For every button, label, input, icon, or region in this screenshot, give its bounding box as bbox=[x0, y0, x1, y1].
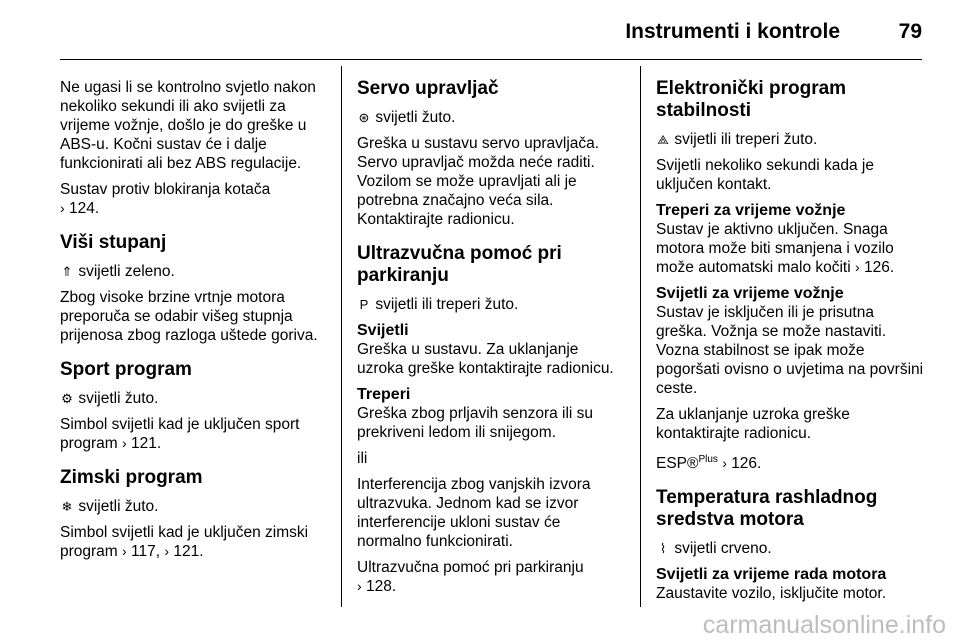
svijetli-voznje-text: Sustav je isključen ili je prisutna greška. Vožnja se može nastaviti. Vozna stabilnost se ipak može pogoršati ovisno o uvjetima na površini ceste. bbox=[656, 304, 924, 397]
coolant-temperature-icon: ⌇ bbox=[659, 541, 667, 557]
abs-reference: Sustav protiv blokiranja kotača › 124. bbox=[60, 181, 271, 217]
skidding-car-icon: ⟁ bbox=[657, 132, 669, 147]
parking-sensor-icon: P bbox=[359, 297, 369, 312]
sport-status: ⚙ svijetli žuto. bbox=[61, 390, 159, 407]
svijetli-text: Greška u sustavu. Za uklanjanje uzroka greške kontaktirajte radionicu. bbox=[357, 341, 614, 377]
arrow-reference-icon: › bbox=[855, 259, 860, 275]
steering-wheel-icon: ⊛ bbox=[358, 110, 370, 125]
visi-status: ⇑ svijetli zeleno. bbox=[61, 263, 175, 280]
servo-status: ⊛ svijetli žuto. bbox=[358, 109, 456, 126]
column-1 bbox=[60, 78, 330, 568]
arrow-reference-icon: › bbox=[722, 455, 727, 472]
visi-text: Zbog visoke brzine vrtnje motora preporuča se odabir višeg stupnja prijenosa zbog razloga uštede goriva. bbox=[60, 289, 318, 344]
sport-text: Simbol svijetli kad je uključen sport program › 121. bbox=[60, 416, 300, 452]
interference-text: Interferencija zbog vanjskih izvora ultrazvuka. Jednom kad se izvor interferencije ukloni sustav će normalno funkcionirati. bbox=[357, 476, 591, 550]
heading-rad-motora: Svijetli za vrijeme rada motora bbox=[656, 566, 887, 584]
heading-esp: Elektronički program stabilnosti bbox=[656, 78, 847, 121]
page-title: Instrumenti i kontrole bbox=[625, 20, 840, 43]
heading-visi-stupanj: Viši stupanj bbox=[60, 232, 167, 253]
treperi-voznje-text: Sustav je aktivno uključen. Snaga motora može biti smanjena i vozilo može automatski malo kočiti › 126. bbox=[656, 221, 895, 276]
esp-status: ⟁ svijetli ili treperi žuto. bbox=[657, 131, 818, 148]
snowflake-icon: ❄ bbox=[61, 499, 73, 514]
column-divider bbox=[640, 66, 641, 607]
column-2 bbox=[357, 78, 625, 603]
rad-motora-text: Zaustavite vozilo, isključite motor. bbox=[656, 585, 887, 603]
heading-servo: Servo upravljač bbox=[357, 78, 499, 99]
zimski-status: ❄ svijetli žuto. bbox=[61, 498, 159, 515]
treperi-text: Greška zbog prljavih senzora ili su prekriveni ledom ili snijegom. bbox=[357, 405, 594, 441]
fix-text: Za uklanjanje uzroka greške kontaktirajte radionicu. bbox=[656, 406, 850, 442]
heading-treperi-voznje: Treperi za vrijeme vožnje bbox=[656, 202, 846, 219]
heading-temperatura: Temperatura rashladnog sredstva motora bbox=[656, 487, 878, 531]
sport-gear-icon: ⚙ bbox=[61, 391, 73, 406]
page-header bbox=[60, 0, 922, 58]
heading-svijetli: Svijetli bbox=[357, 322, 409, 339]
arrow-reference-icon: › bbox=[357, 578, 362, 594]
heading-parking: Ultrazvučna pomoć pri parkiranju bbox=[357, 243, 562, 286]
park-reference: Ultrazvučna pomoć pri parkiranju › 128. bbox=[357, 559, 584, 595]
page-number: 79 bbox=[898, 20, 922, 43]
ili-text: ili bbox=[357, 450, 368, 467]
esp-text: Svijetli nekoliko sekundi kada je uključen kontakt. bbox=[656, 157, 874, 193]
arrow-reference-icon: › bbox=[60, 200, 65, 216]
header-rule bbox=[60, 59, 922, 60]
espplus-reference: ESP®$^{Plus}$ › 126. bbox=[656, 454, 762, 473]
temp-status: ⌇ svijetli crveno. bbox=[656, 539, 926, 558]
arrow-reference-icon: › bbox=[122, 435, 127, 451]
column-divider bbox=[341, 66, 342, 607]
zimski-text: Simbol svijetli kad je uključen zimski program › 117, › 121. bbox=[60, 524, 309, 560]
servo-text: Greška u sustavu servo upravljača. Servo upravljač možda neće raditi. Vozilom se može upravljati ali je potrebna značajno veća sila. Kontaktirajte radionicu. bbox=[357, 135, 600, 228]
arrow-reference-icon: › bbox=[164, 543, 170, 559]
column-3 bbox=[656, 78, 926, 610]
shift-up-icon: ⇑ bbox=[61, 264, 73, 279]
heading-treperi: Treperi bbox=[357, 386, 411, 403]
heading-zimski-program: Zimski program bbox=[60, 467, 203, 488]
abs-paragraph: Ne ugasi li se kontrolno svjetlo nakon nekoliko sekundi ili ako svijetli za vrijeme vožnje, došlo je do greške u ABS-u. Kočni sustav će i dalje funkcionirati ali bez ABS regulacije. bbox=[60, 79, 316, 172]
watermark: carmanualsonline.info bbox=[702, 611, 946, 639]
heading-svijetli-voznje: Svijetli za vrijeme vožnje bbox=[656, 285, 844, 302]
arrow-reference-icon: › bbox=[122, 543, 127, 559]
heading-sport-program: Sport program bbox=[60, 359, 192, 380]
park-status: P svijetli ili treperi žuto. bbox=[357, 295, 625, 314]
